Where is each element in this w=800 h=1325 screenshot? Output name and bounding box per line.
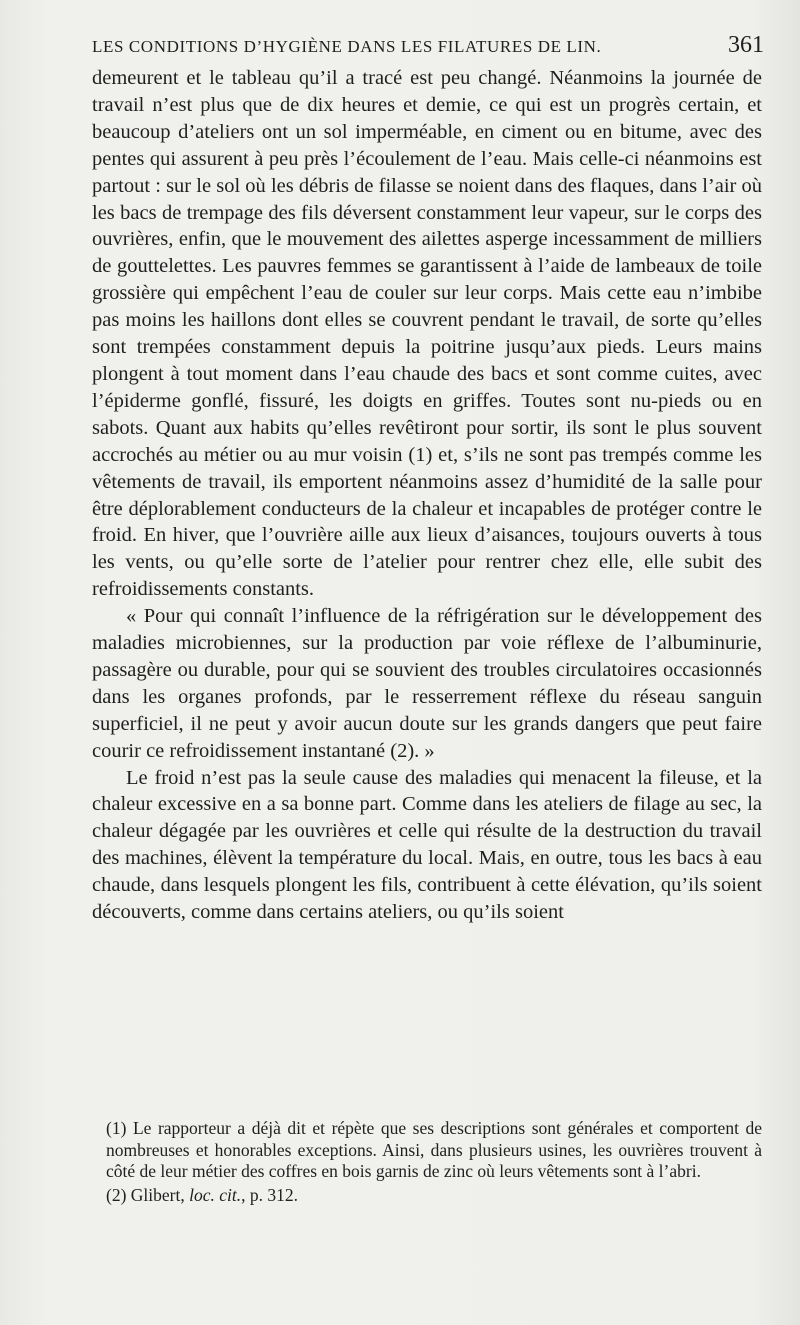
footnote-2-citation: loc. cit. [189,1184,242,1205]
footnote-2-page: , p. 312. [241,1184,298,1205]
paragraph-1: demeurent et le tableau qu’il a tracé est peu changé. Néanmoins la journée de travail n’est plus que de dix heures et demie, ce qui est un progrès certain, et beaucoup d’ateliers ont un sol imperméable, en ciment ou en bitume, avec des pentes qui assurent à peu près l’écoulement de l’eau. Mais celle-ci néanmoins est partout : sur le sol où les débris de filasse se noient dans des flaques, dans l’air où les bacs de trempage des fils déversent constamment leur vapeur, sur le corps des ouvrières, enfin, que le mouvement des ailettes asperge incessamment de milliers de gouttelettes. Les pauvres femmes se garantissent à l’aide de lambeaux de toile grossière qui empêchent l’eau de couler sur leur corps. Mais cette eau n’imbibe pas moins les haillons dont elles se couvrent pendant le travail, de sorte qu’elles sont trempées constamment depuis la poitrine jusqu’aux pieds. Leurs mains plongent à tout moment dans l’eau chaude des bacs et sont comme cuites, avec l’épiderme gonflé, fissuré, les doigts en griffes. Toutes sont nu-pieds ou en sabots. Quant aux habits qu’elles revêtiront pour sortir, ils sont le plus souvent accrochés au métier ou au mur voisin (1) et, s’ils ne sont pas trempés comme les vêtements de travail, ils emportent néanmoins assez d’humidité de la salle pour être déplorablement conducteurs de la chaleur et incapables de protéger contre le froid. En hiver, que l’ouvrière aille aux lieux d’aisances, toujours ouverts à tous les vents, ou qu’elle sorte de l’atelier pour rentrer chez elle, elle subit des refroidissements constants. [92,67,762,601]
running-head: LES CONDITIONS D’HYGIÈNE DANS LES FILATURES DE LIN. [92,37,602,56]
main-text [92,65,762,926]
footnote-1: (1) Le rapporteur a déjà dit et répète que ses descriptions sont générales et comportent de nombreuses et honorables exceptions. Ainsi, dans plusieurs usines, les ouvrières trouvent à côté de leur métier des coffres en bois garnis de zinc où leurs vêtements sont à l’abri. [106,1118,762,1181]
paragraph-2-quotation: « Pour qui connaît l’influence de la réfrigération sur le développement des maladies microbiennes, sur la production par voie réflexe de l’albuminurie, passagère ou durable, pour qui se souvient des troubles circulatoires occasionnés dans les organes profonds, par le resserrement réflexe du réseau sanguin superficiel, il ne peut y avoir aucun doute sur les grands dangers que peut faire courir ce refroidissement instantané (2). » [92,605,762,762]
page-header [92,34,764,60]
footnote-2-author: (2) Glibert, [106,1184,190,1205]
footnotes [106,1118,762,1206]
footnote-2 [106,1185,762,1207]
paragraph-3: Le froid n’est pas la seule cause des maladies qui menacent la fileuse, et la chaleur excessive en a sa bonne part. Comme dans les ateliers de filage au sec, la chaleur dégagée par les ouvrières et celle qui résulte de la destruction du travail des machines, élèvent la température du local. Mais, en outre, tous les bacs à eau chaude, dans lesquels plongent les fils, contribuent à cette élévation, qu’ils soient découverts, comme dans certains ateliers, ou qu’ils soient [92,766,762,924]
page-number: 361 [728,32,764,58]
